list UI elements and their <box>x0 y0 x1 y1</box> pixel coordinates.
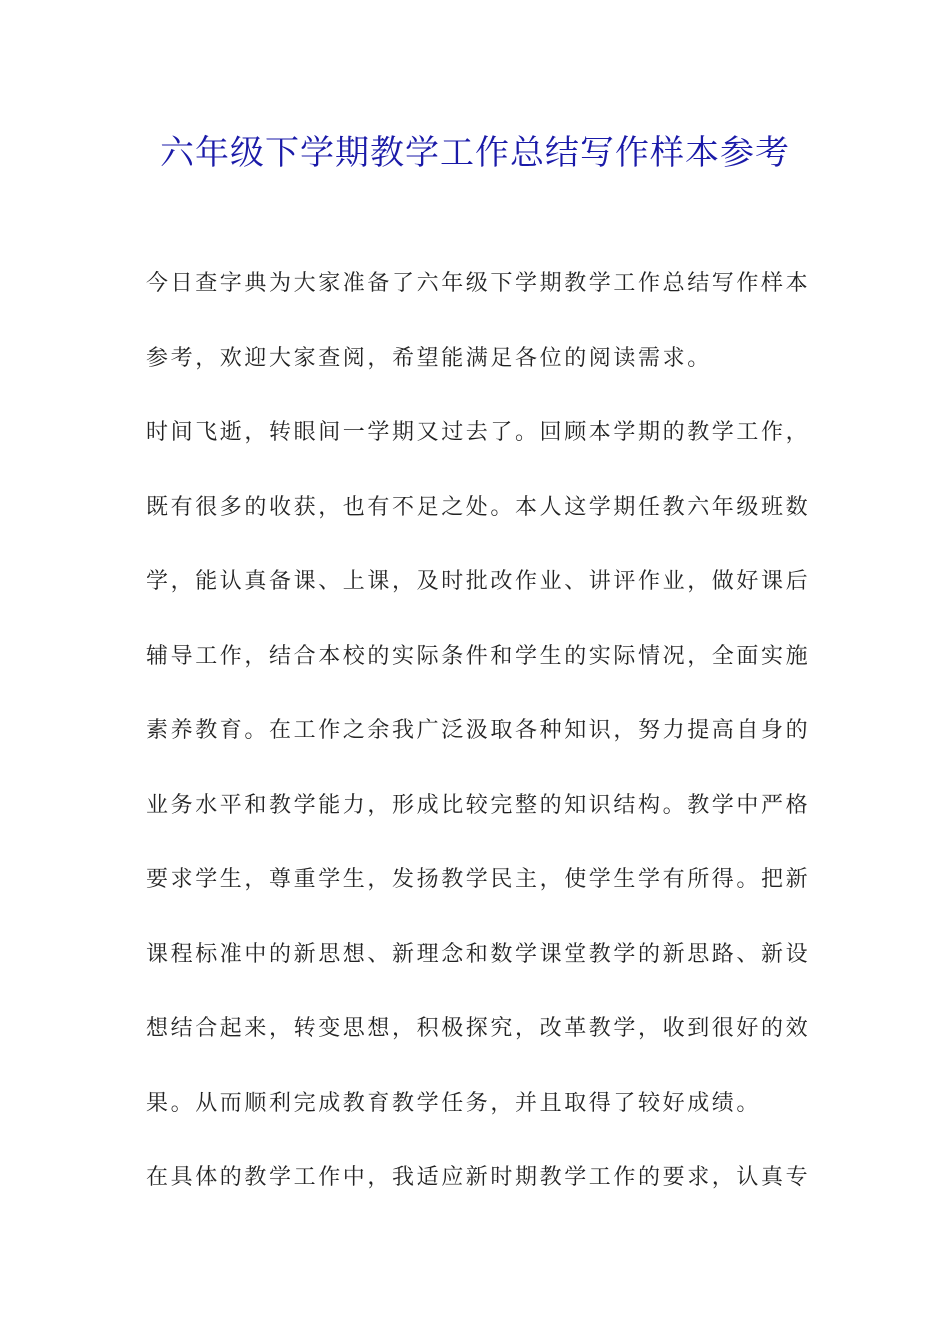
body-line: 素养教育。在工作之余我广泛汲取各种知识，努力提高自身的 <box>146 718 810 743</box>
body-line: 果。从而顺利完成教育教学任务，并且取得了较好成绩。 <box>146 1090 762 1116</box>
body-line: 今日查字典为大家准备了六年级下学期教学工作总结写作样本 <box>146 271 810 296</box>
body-line: 要求学生，尊重学生，发扬教学民主，使学生学有所得。把新 <box>146 867 810 892</box>
body-line: 在具体的教学工作中，我适应新时期教学工作的要求，认真专 <box>146 1165 810 1190</box>
document-title: 六年级下学期教学工作总结写作样本参考 <box>160 133 790 173</box>
body-line: 参考，欢迎大家查阅，希望能满足各位的阅读需求。 <box>146 345 712 371</box>
body-line: 既有很多的收获，也有不足之处。本人这学期任教六年级班数 <box>146 494 810 520</box>
body-line: 时间飞逝，转眼间一学期又过去了。回顾本学期的教学工作， <box>146 420 810 445</box>
body-line: 业务水平和教学能力，形成比较完整的知识结构。教学中严格 <box>146 792 810 818</box>
body-line: 辅导工作，结合本校的实际条件和学生的实际情况，全面实施 <box>146 643 810 669</box>
body-line: 想结合起来，转变思想，积极探究，改革教学，收到很好的效 <box>146 1016 810 1041</box>
document-body <box>146 258 810 1227</box>
body-line: 学，能认真备课、上课，及时批改作业、讲评作业，做好课后 <box>146 569 810 594</box>
body-line: 课程标准中的新思想、新理念和数学课堂教学的新思路、新设 <box>146 941 810 967</box>
